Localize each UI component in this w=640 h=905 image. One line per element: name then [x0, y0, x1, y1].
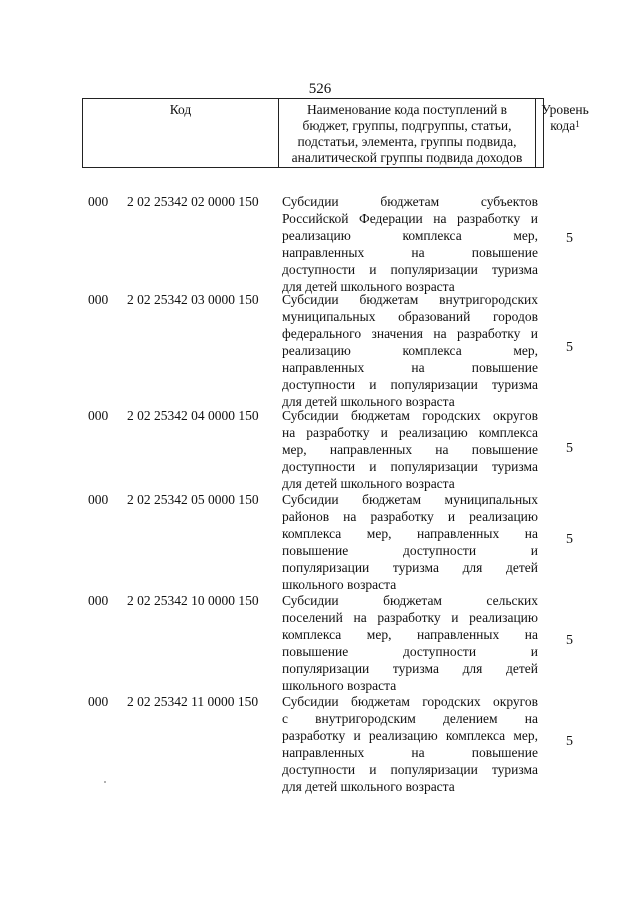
description-line: для детей школьного возраста: [282, 476, 455, 491]
description-line: реализацию комплекса мер,: [282, 228, 538, 243]
description-line: реализацию комплекса мер,: [282, 343, 538, 358]
description-line: Субсидии бюджетам муниципальных: [282, 492, 538, 507]
description-line: доступности и популяризации туризма: [282, 377, 538, 392]
income-code: 2 02 25342 10 0000 150: [127, 593, 259, 608]
header-name-line: подстатьи, элемента, группы подвида,: [297, 134, 517, 149]
admin-code: 000: [88, 492, 109, 507]
admin-code: 000: [88, 694, 109, 709]
income-code: 2 02 25342 03 0000 150: [127, 292, 259, 307]
description-line: с внутригородским делением на: [282, 711, 538, 726]
page-number: 526: [308, 81, 332, 97]
level-code: 5: [566, 231, 573, 246]
level-code: 5: [566, 633, 573, 648]
scan-speck: [104, 781, 106, 783]
description-line: школьного возраста: [282, 577, 397, 592]
income-description: [282, 693, 538, 795]
description-line: Субсидии бюджетам городских округов: [282, 694, 538, 709]
income-description: [282, 491, 538, 593]
description-line: для детей школьного возраста: [282, 394, 455, 409]
description-line: школьного возраста: [282, 678, 397, 693]
description-line: для детей школьного возраста: [282, 779, 455, 794]
income-code: 2 02 25342 11 0000 150: [127, 694, 259, 709]
admin-code: 000: [88, 194, 109, 209]
header-name-line: Наименование кода поступлений в: [306, 102, 508, 117]
level-code: 5: [566, 441, 573, 456]
income-description: [282, 291, 538, 410]
header-level-line: Уровень: [541, 102, 589, 117]
income-code: 2 02 25342 02 0000 150: [127, 194, 259, 209]
header-level-line: [536, 118, 594, 134]
income-description: [282, 407, 538, 492]
description-line: районов на разработку и реализацию: [282, 509, 538, 524]
description-line: популяризации туризма для детей: [282, 661, 538, 676]
level-code: 5: [566, 340, 573, 355]
description-line: поселений на разработку и реализацию: [282, 610, 538, 625]
description-line: Российской Федерации на разработку и: [282, 211, 538, 226]
header-level-column: [536, 99, 594, 167]
description-line: для детей школьного возраста: [282, 279, 455, 294]
admin-code: 000: [88, 408, 109, 423]
admin-code: 000: [88, 593, 109, 608]
description-line: муниципальных образований городов: [282, 309, 538, 324]
description-line: доступности и популяризации туризма: [282, 459, 538, 474]
header-code-column: Код: [83, 99, 279, 167]
description-line: Субсидии бюджетам внутригородских: [282, 292, 538, 307]
description-line: комплекса мер, направленных на: [282, 627, 538, 642]
description-line: Субсидии бюджетам субъектов: [282, 194, 538, 209]
description-line: Субсидии бюджетам городских округов: [282, 408, 538, 423]
description-line: повышение доступности и: [282, 543, 538, 558]
income-code: 2 02 25342 05 0000 150: [127, 492, 259, 507]
description-line: доступности и популяризации туризма: [282, 262, 538, 277]
description-line: популяризации туризма для детей: [282, 560, 538, 575]
table-header: [82, 98, 589, 168]
description-line: федерального значения на разработку и: [282, 326, 538, 341]
income-code: 2 02 25342 04 0000 150: [127, 408, 259, 423]
description-line: повышение доступности и: [282, 644, 538, 659]
level-code: 5: [566, 532, 573, 547]
description-line: направленных на повышение: [282, 245, 538, 260]
description-line: направленных на повышение: [282, 745, 538, 760]
admin-code: 000: [88, 292, 109, 307]
description-line: на разработку и реализацию комплекса: [282, 425, 538, 440]
description-line: доступности и популяризации туризма: [282, 762, 538, 777]
level-code: 5: [566, 734, 573, 749]
description-line: Субсидии бюджетам сельских: [282, 593, 538, 608]
description-line: направленных на повышение: [282, 360, 538, 375]
header-level-word: кода: [550, 118, 576, 133]
income-description: [282, 193, 538, 295]
description-line: мер, направленных на повышение: [282, 442, 538, 457]
header-name-column: [279, 99, 536, 167]
description-line: комплекса мер, направленных на: [282, 526, 538, 541]
header-name-line: бюджет, группы, подгруппы, статьи,: [302, 118, 512, 133]
footnote-marker: 1: [575, 119, 580, 129]
income-description: [282, 592, 538, 694]
header-name-line: аналитической группы подвида доходов: [291, 150, 523, 165]
description-line: разработку и реализацию комплекса мер,: [282, 728, 538, 743]
